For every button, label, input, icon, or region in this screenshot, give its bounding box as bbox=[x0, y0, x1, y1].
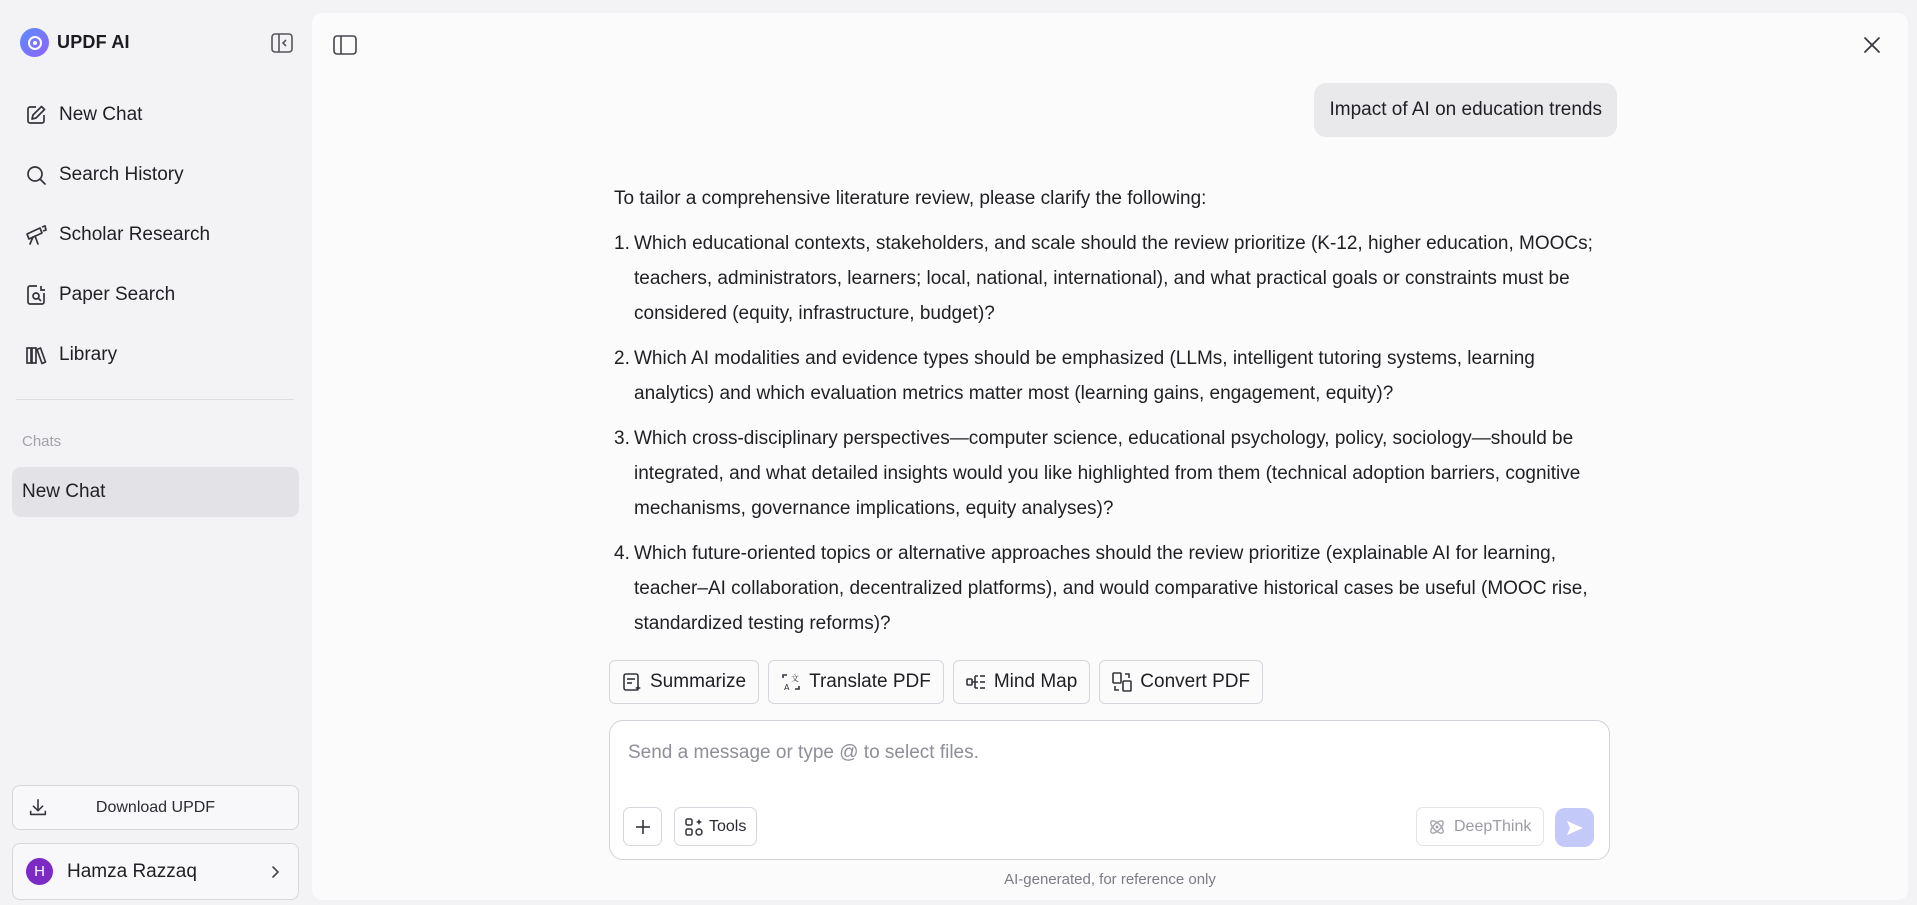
chevron-right-icon bbox=[268, 865, 282, 879]
deepthink-toggle[interactable] bbox=[1416, 807, 1544, 846]
summarize-label: Summarize bbox=[650, 671, 747, 692]
chat-item-label: New Chat bbox=[22, 481, 106, 502]
sidebar-item-label: Library bbox=[59, 344, 118, 365]
send-button[interactable] bbox=[1555, 808, 1594, 847]
svg-text:文: 文 bbox=[791, 674, 800, 683]
user-message-bubble bbox=[1314, 83, 1617, 137]
mind-map-icon bbox=[965, 671, 987, 693]
message-input[interactable] bbox=[628, 735, 1568, 771]
assistant-answer bbox=[614, 181, 1614, 651]
tools-button[interactable] bbox=[674, 807, 757, 846]
sidebar-item-label: Search History bbox=[59, 164, 184, 185]
message-composer bbox=[609, 720, 1610, 860]
answer-intro: To tailor a comprehensive literature review, please clarify the following: bbox=[614, 188, 1207, 209]
download-label: Download UPDF bbox=[95, 798, 216, 816]
summarize-button[interactable] bbox=[609, 660, 759, 704]
sidebar-item-library[interactable] bbox=[12, 325, 298, 385]
sidebar-nav bbox=[12, 85, 298, 385]
user-profile-card[interactable] bbox=[12, 843, 299, 900]
collapse-sidebar-icon[interactable] bbox=[270, 32, 294, 54]
summarize-icon bbox=[621, 671, 643, 693]
sidebar-item-paper-search[interactable] bbox=[12, 265, 298, 325]
telescope-icon bbox=[24, 223, 48, 247]
mind-map-button[interactable] bbox=[953, 660, 1090, 704]
close-icon[interactable] bbox=[1860, 33, 1884, 57]
chat-panel bbox=[312, 13, 1908, 900]
translate-pdf-button[interactable] bbox=[768, 660, 944, 704]
translate-label: Translate PDF bbox=[809, 671, 931, 692]
download-icon bbox=[27, 797, 49, 819]
tools-label: Tools bbox=[709, 817, 747, 835]
edit-icon bbox=[24, 103, 48, 127]
app-name: UPDF AI bbox=[57, 32, 130, 52]
answer-list bbox=[614, 226, 1614, 641]
tools-icon bbox=[684, 817, 704, 837]
sidebar-item-search-history[interactable] bbox=[12, 145, 298, 205]
attach-button[interactable] bbox=[623, 807, 662, 846]
user-message-text: Impact of AI on education trends bbox=[1329, 99, 1602, 120]
sidebar-item-scholar-research[interactable] bbox=[12, 205, 298, 265]
avatar: H bbox=[26, 858, 53, 885]
atom-icon bbox=[1427, 817, 1447, 837]
sidebar bbox=[0, 0, 310, 905]
chats-section-label: Chats bbox=[22, 433, 62, 450]
mind-map-label: Mind Map bbox=[993, 671, 1078, 692]
deepthink-label: DeepThink bbox=[1454, 817, 1532, 835]
svg-text:A: A bbox=[784, 683, 790, 692]
sidebar-item-label: Scholar Research bbox=[59, 224, 211, 245]
convert-icon bbox=[1111, 671, 1133, 693]
document-search-icon bbox=[24, 283, 48, 307]
plus-icon bbox=[634, 818, 652, 836]
convert-label: Convert PDF bbox=[1140, 671, 1251, 692]
user-name: Hamza Razzaq bbox=[67, 860, 197, 882]
list-item: 1. Which educational contexts, stakeholders, and scale should the review prioritize (K-12, higher education, MOOCs; teachers, administrators, learners; local, national, international), and what practical goals or constraints must be considered (equity, infrastructure, budget)? bbox=[614, 233, 1593, 324]
ai-disclaimer: AI-generated, for reference only bbox=[1004, 871, 1216, 888]
convert-pdf-button[interactable] bbox=[1099, 660, 1263, 704]
list-item: 4. Which future-oriented topics or alternative approaches should the review prioritize (explainable AI for learning, teacher–AI collaboration, decentralized platforms), and would comparative historical cases be useful (MOOC rise, standardized testing reforms)? bbox=[614, 543, 1588, 634]
sidebar-item-label: Paper Search bbox=[59, 284, 176, 305]
updf-logo-icon bbox=[20, 28, 49, 57]
search-icon bbox=[24, 163, 48, 187]
list-item: 2. Which AI modalities and evidence types should be emphasized (LLMs, intelligent tutoring systems, learning analytics) and which evaluation metrics matter most (learning gains, engagement, equity)? bbox=[614, 348, 1535, 404]
send-icon bbox=[1565, 818, 1585, 838]
list-item: 3. Which cross-disciplinary perspectives—computer science, educational psychology, policy, sociology—should be integrated, and what detailed insights would you like highlighted from them (technical adoption barriers, cognitive mechanisms, governance implications, equity analyses)? bbox=[614, 428, 1581, 519]
sidebar-divider bbox=[16, 399, 294, 400]
sidebar-item-label: New Chat bbox=[59, 104, 143, 125]
download-updf-button[interactable] bbox=[12, 785, 299, 830]
brand[interactable] bbox=[20, 28, 130, 57]
quick-actions bbox=[609, 660, 1263, 704]
translate-icon bbox=[780, 671, 802, 693]
sidebar-item-new-chat[interactable] bbox=[12, 85, 298, 145]
chat-list-item[interactable] bbox=[12, 467, 299, 517]
panel-toggle-icon[interactable] bbox=[332, 33, 358, 57]
library-icon bbox=[24, 343, 48, 367]
